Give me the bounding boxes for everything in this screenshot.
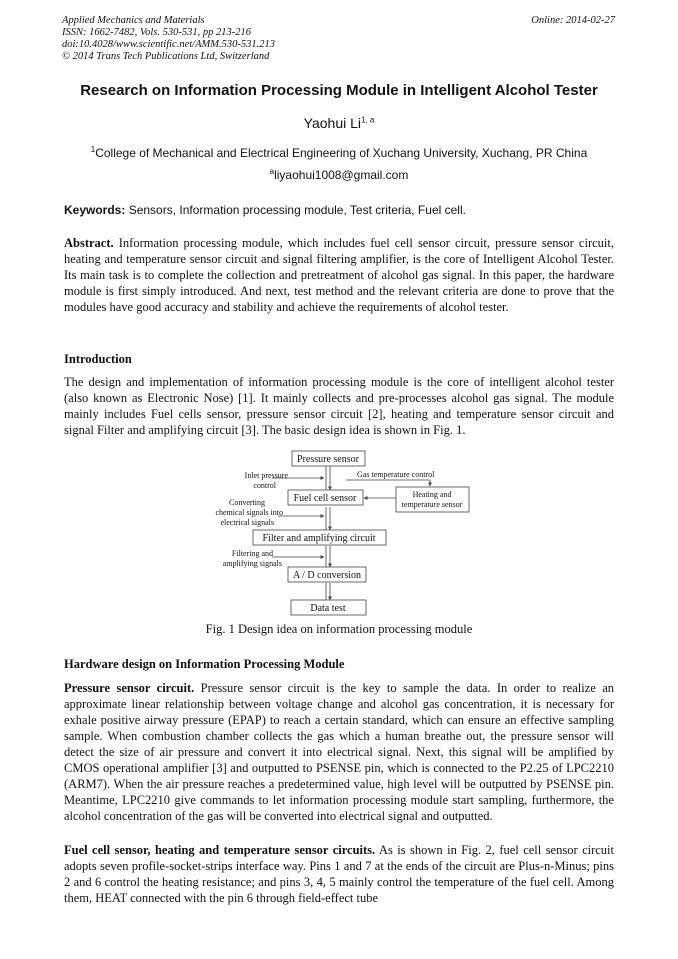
filtering-label-2: amplifying signals	[222, 559, 282, 568]
keywords-text: Sensors, Information processing module, Test criteria, Fuel cell.	[125, 203, 466, 217]
issn: ISSN: 1662-7482, Vols. 530-531, pp 213-216	[62, 27, 251, 38]
convert-label-1: Converting	[229, 498, 265, 507]
author-name: Yaohui Li	[303, 115, 361, 131]
pressure-circuit-text: Pressure sensor circuit is the key to sample the data. In order to realize an approximate linear relationship between voltage change and alcohol gas concentration, it is necessary for exhale positive airway pressure (EPAP) to reach a certain standard, which can ensure an effective sampling sample. When combustion chamber collects the gas which a human breathe out, the pressure sensor will detect the size of air pressure and convert it into electrical signal. Next, this signal will be amplified by CMOS operational amplifier [3] and outputted to PSENSE pin, which is connected to the P2.25 of LPC2210 (ARM7). When the air pressure reaches a predetermined value, high level will be outputted by PSENSE pin. Meantime, LPC2210 give commands to let information processing module start sampling, furthermore, the alcohol concentration of the gas will be converted into electrical signal and outputted.	[64, 681, 615, 823]
figure-caption: Fig. 1 Design idea on information processing module	[205, 622, 473, 636]
abstract-text: Information processing module, which includes fuel cell sensor circuit, pressure sensor circuit, heating and temperature sensor circuit and signal filtering amplifier, is the core of Intelligent Alcohol Tester. Its main task is to complete the collection and pretreatment of alcohol gas signal. In this paper, the hardware module is first simply introduced. And next, test method and the relevant criteria are done to prove that the modules have good accuracy and stability and achieve the requirements of alcohol tester.	[64, 236, 614, 314]
paper-title: Research on Information Processing Module in Intelligent Alcohol Tester	[80, 82, 598, 99]
box-filter-label: Filter and amplifying circuit	[262, 533, 376, 544]
box-heating-label-2: temperature sensor	[401, 500, 463, 509]
fuel-cell-text: As is shown in Fig. 2, fuel cell sensor circuit adopts seven profile-socket-strips interface way. Pins 1 and 7 at the ends of the circuit are Plus-n-Minus; pins 2 and 6 control the heating resistance; and pins 3, 4, 5 mainly control the temperature of the fuel cell. Among them, HEAT connected with the pin 6 through field-effect tube	[64, 843, 615, 905]
box-data-label: Data test	[310, 603, 346, 614]
introduction-heading: Introduction	[64, 352, 132, 366]
filtering-label-1: Filtering and	[231, 549, 273, 558]
inlet-label-2: control	[253, 481, 276, 490]
online-date: Online: 2014-02-27	[531, 15, 615, 26]
affiliation-sup: 1	[90, 145, 96, 154]
doi: doi:10.4028/www.scientific.net/AMM.530-531.213	[62, 39, 275, 50]
keywords-label: Keywords:	[64, 203, 126, 217]
fuel-cell-label: Fuel cell sensor, heating and temperature sensor circuits.	[64, 843, 376, 857]
box-fuel-label: Fuel cell sensor	[293, 493, 357, 504]
introduction-text: The design and implementation of information processing module is the core of intelligent alcohol tester (also known as Electronic Nose) [1]. It mainly collects and pre-processes alcohol gas signal. The module mainly includes Fuel cells sensor, pressure sensor circuit [2], heating and temperature sensor circuit and signal Filter and amplifying circuit [3]. The basic design idea is shown in Fig. 1.	[64, 375, 614, 437]
convert-label-3: electrical signals	[220, 518, 274, 527]
affiliation-text: College of Mechanical and Electrical Engineering of Xuchang University, Xuchang, PR China	[95, 146, 588, 160]
email-text: liyaohui1008@gmail.com	[274, 168, 409, 182]
box-pressure-label: Pressure sensor	[297, 454, 359, 465]
convert-label-2: chemical signals into	[215, 508, 283, 517]
hardware-heading: Hardware design on Information Processing Module	[64, 657, 345, 671]
hardware-paragraph-2	[64, 842, 614, 906]
journal-name: Applied Mechanics and Materials	[62, 15, 205, 26]
pressure-circuit-label: Pressure sensor circuit.	[64, 681, 195, 695]
copyright: © 2014 Trans Tech Publications Ltd, Switzerland	[62, 51, 270, 62]
email-sup: a	[269, 167, 275, 176]
inlet-label-1: Inlet pressure	[244, 471, 288, 480]
gas-temp-label: Gas temperature control	[357, 470, 435, 479]
box-heating-label-1: Heating and	[412, 490, 452, 499]
author-sup: 1, a	[361, 115, 375, 125]
box-ad-label: A / D conversion	[292, 570, 362, 581]
hardware-paragraph-1	[64, 680, 614, 824]
abstract-label: Abstract.	[64, 236, 114, 250]
